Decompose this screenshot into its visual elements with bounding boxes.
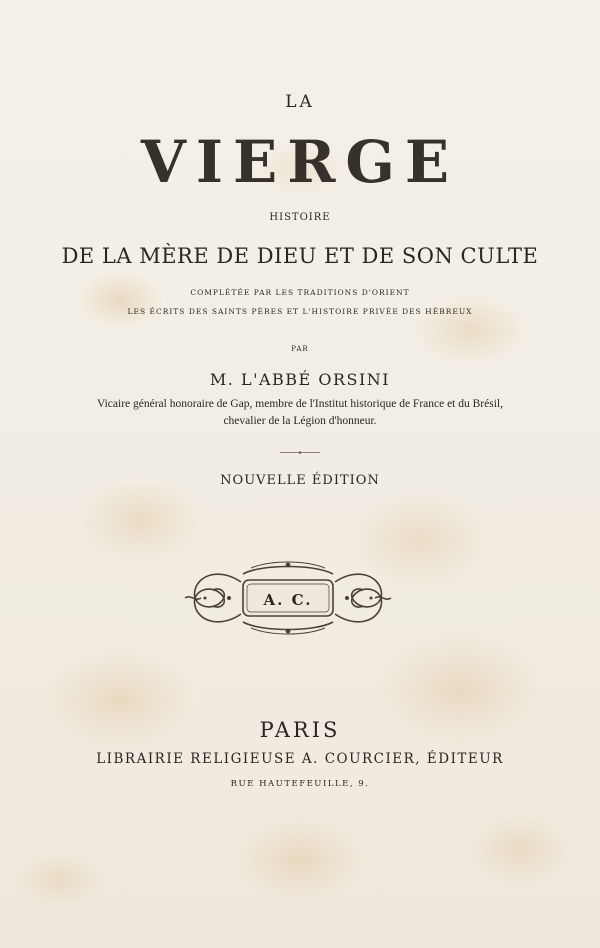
monogram-initials: A. C. [263,591,313,609]
author-affiliation-line-2: chevalier de la Légion d'honneur. [223,415,377,427]
edition-statement: NOUVELLE ÉDITION [220,473,380,488]
imprint-address: RUE HAUTEFEUILLE, 9. [230,779,370,789]
divider-ornament [280,451,320,454]
imprint-city: PARIS [259,718,341,742]
book-title: VIERGE [140,128,460,196]
title-article: LA [285,92,315,112]
complement-line-2: LES ÉCRITS DES SAINTS PÈRES ET L'HISTOIRE PRIVÉE DES HÉBREUX [127,307,473,316]
publisher-monogram-ornament [181,560,395,636]
author-affiliation-line-1: Vicaire général honoraire de Gap, membre de l'Institut historique de France et du Brésil, [97,398,503,410]
by-line: PAR [291,345,309,353]
title-histoire: HISTOIRE [269,212,331,223]
complement-line-1: COMPLÉTÉE PAR LES TRADITIONS D'ORIENT [190,288,410,297]
book-subtitle: DE LA MÈRE DE DIEU ET DE SON CULTE [61,244,539,268]
author-name: M. L'ABBÉ ORSINI [209,370,391,389]
imprint-publisher: LIBRAIRIE RELIGIEUSE A. COURCIER, ÉDITEUR [96,751,504,767]
